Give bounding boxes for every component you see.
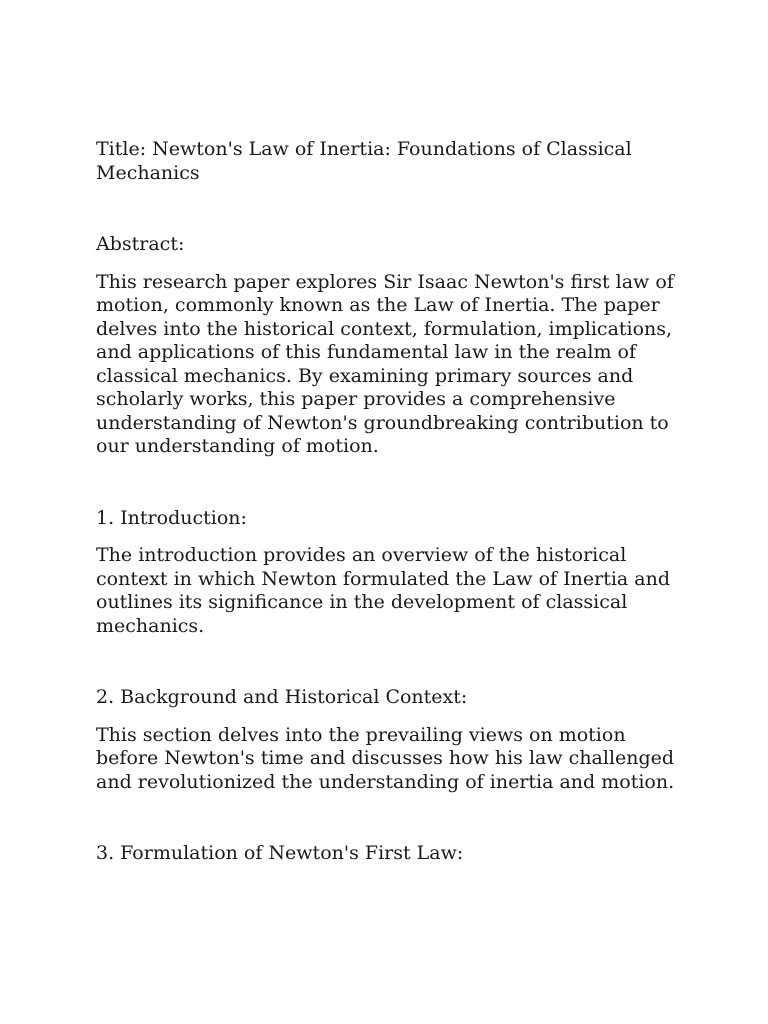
section-heading-background: 2. Background and Historical Context: — [96, 686, 468, 708]
section-heading-introduction: 1. Introduction: — [96, 506, 247, 529]
section-body-introduction: The introduction provides an overview of the historical context in which Newton formulated the Law of Inertia and outlines its significance in the development of classical mechanics. — [96, 544, 670, 637]
document-title: Title: Newton's Law of Inertia: Foundations of Classical Mechanics — [96, 138, 632, 184]
document-page — [96, 138, 676, 880]
section-heading-abstract: Abstract: — [96, 233, 185, 255]
section-body-abstract: This research paper explores Sir Isaac Newton's first law of motion, commonly known as the Law of Inertia. The paper delves into the historical context, formulation, implications, and applications of this fundamental law in the realm of classical mechanics. By examining primary sources and scholarly works, this paper provides a comprehensive understanding of Newton's groundbreaking contribution to our understanding of motion. — [96, 270, 674, 457]
section-heading-formulation: 3. Formulation of Newton's First Law: — [96, 842, 464, 864]
section-body-background: This section delves into the prevailing views on motion before Newton's time and discusses how his law challenged and revolutionized the understanding of inertia and motion. — [96, 723, 675, 793]
